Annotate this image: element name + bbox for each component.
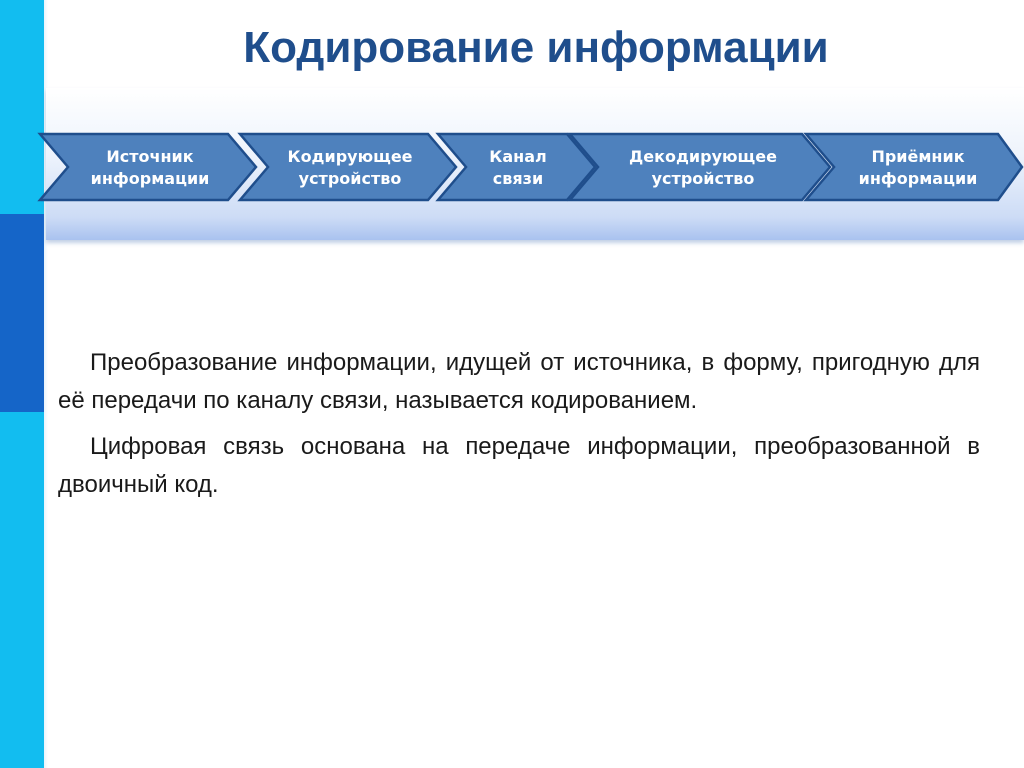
chevron-label-source: Источник информации <box>90 147 210 188</box>
chevron-label-channel: Канал связи <box>489 147 547 188</box>
paragraph-definition: Преобразование информации, идущей от источника, в форму, пригодную для её передачи по каналу связи, называется кодированием. <box>58 349 980 414</box>
body-text <box>58 344 980 512</box>
chevron-label-decoder: Декодирующее устройство <box>629 147 777 188</box>
flow-diagram <box>0 0 1024 260</box>
paragraph-digital: Цифровая связь основана на передаче информации, преобразованной в двоичный код. <box>58 433 980 498</box>
page-title: Кодирование информации <box>243 23 829 72</box>
chevron-label-encoder: Кодирующее устройство <box>287 147 413 188</box>
chevron-label-receiver: Приёмник информации <box>858 147 978 188</box>
sidebar-strip-bottom <box>0 412 44 768</box>
